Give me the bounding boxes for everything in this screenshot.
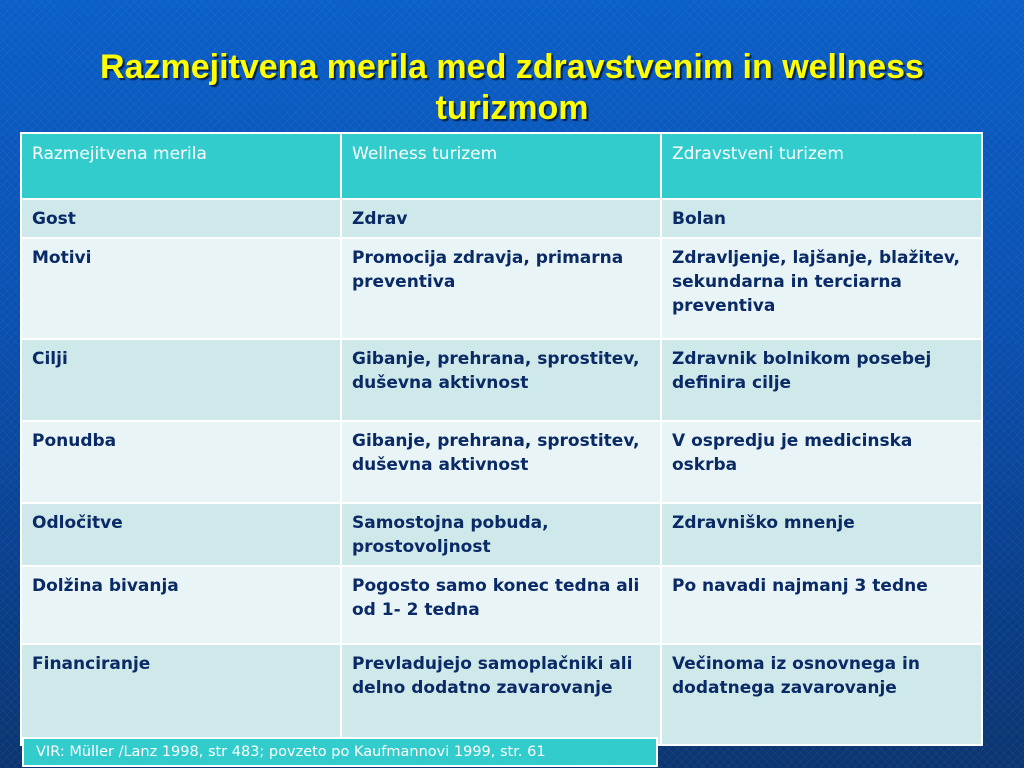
table-header-row <box>21 133 982 199</box>
row-wellness-value: Promocija zdravja, primarna preventiva <box>341 238 661 339</box>
row-criterion: Dolžina bivanja <box>21 566 341 644</box>
row-health-value: Zdravljenje, lajšanje, blažitev, sekundarna in terciarna preventiva <box>661 238 982 339</box>
row-health-value: Bolan <box>661 199 982 238</box>
row-health-value: Večinoma iz osnovnega in dodatnega zavarovanje <box>661 644 982 745</box>
table-row <box>21 199 982 238</box>
row-wellness-value: Pogosto samo konec tedna ali od 1- 2 tedna <box>341 566 661 644</box>
row-health-value: Zdravniško mnenje <box>661 503 982 566</box>
row-criterion: Cilji <box>21 339 341 421</box>
row-criterion: Gost <box>21 199 341 238</box>
slide-title-line-2: turizmom <box>435 89 589 127</box>
row-health-value: V ospredju je medicinska oskrba <box>661 421 982 503</box>
row-criterion: Odločitve <box>21 503 341 566</box>
table-row <box>21 339 982 421</box>
table-row <box>21 238 982 339</box>
row-criterion: Motivi <box>21 238 341 339</box>
source-citation: VIR: Müller /Lanz 1998, str 483; povzeto po Kaufmannovi 1999, str. 61 <box>22 737 658 767</box>
row-wellness-value: Gibanje, prehrana, sprostitev, duševna aktivnost <box>341 339 661 421</box>
header-health: Zdravstveni turizem <box>661 133 982 199</box>
comparison-table <box>20 132 983 746</box>
row-criterion: Ponudba <box>21 421 341 503</box>
table-row <box>21 421 982 503</box>
slide-title <box>0 47 1024 129</box>
row-wellness-value: Samostojna pobuda, prostovoljnost <box>341 503 661 566</box>
row-health-value: Zdravnik bolnikom posebej definira cilje <box>661 339 982 421</box>
table-row <box>21 566 982 644</box>
table-row <box>21 644 982 745</box>
row-health-value: Po navadi najmanj 3 tedne <box>661 566 982 644</box>
row-wellness-value: Zdrav <box>341 199 661 238</box>
row-wellness-value: Gibanje, prehrana, sprostitev, duševna aktivnost <box>341 421 661 503</box>
header-criteria: Razmejitvena merila <box>21 133 341 199</box>
slide-title-line-1: Razmejitvena merila med zdravstvenim in wellness <box>100 48 924 86</box>
table-row <box>21 503 982 566</box>
row-wellness-value: Prevladujejo samoplačniki ali delno dodatno zavarovanje <box>341 644 661 745</box>
row-criterion: Financiranje <box>21 644 341 745</box>
header-wellness: Wellness turizem <box>341 133 661 199</box>
